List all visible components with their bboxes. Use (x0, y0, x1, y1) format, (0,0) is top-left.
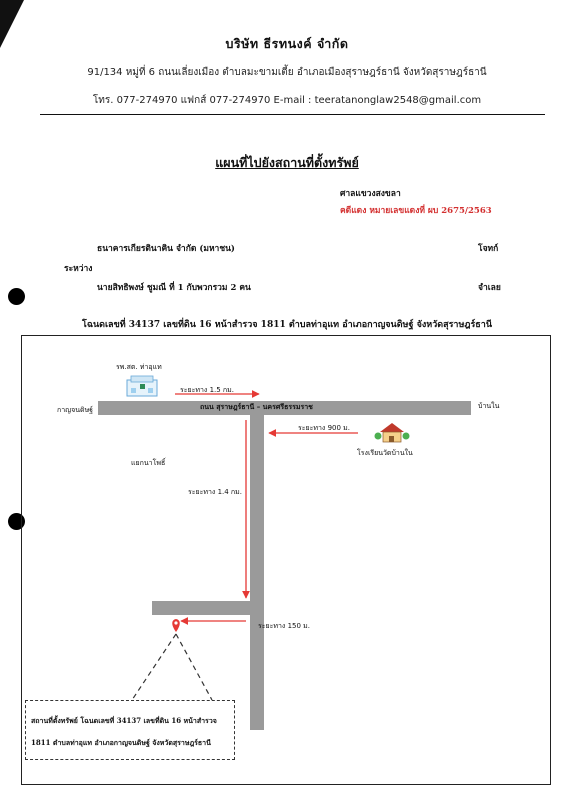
road-name: ถนน สุราษฎร์ธานี – นครศรีธรรมราช (200, 402, 313, 411)
page-title: แผนที่ไปยังสถานที่ตั้งทรัพย์ (215, 155, 359, 170)
junction-label: แยกนาโพธิ์ (131, 459, 166, 467)
case-number: คดีแดง หมายเลขแดงที่ ผบ 2675/2563 (340, 206, 492, 216)
defendant-role: จำเลย (478, 283, 501, 293)
distance-label-1: ระยะทาง 1.5 กม. (180, 386, 235, 394)
school-icon (375, 423, 410, 442)
right-end-label: บ้านใน (478, 402, 500, 410)
left-end-label: กาญจนดิษฐ์ (57, 406, 94, 414)
pointer-line-left (132, 634, 176, 700)
company-contact: โทร. 077-274970 แฟกส์ 077-274970 E-mail : teeratanonglaw2548@gmail.com (92, 95, 482, 106)
deed-info: โฉนดเลขที่ 34137 เลขที่ดิน 16 หน้าสำรวจ 1811 ตำบลท่าอุแท อำเภอกาญจนดิษฐ์ จังหวัดสุราษฎร์ธานี (82, 320, 492, 330)
pointer-line-right (176, 634, 212, 700)
company-address: 91/134 หมู่ที่ 6 ถนนเลี่ยงเมือง ตำบลมะขามเตี้ย อำเภอเมืองสุราษฎร์ธานี จังหวัดสุราษฎร์ธานี (87, 67, 487, 78)
defendant-name: นายสิทธิพงษ์ ชูมณี ที่ 1 กับพวกรวม 2 คน (97, 283, 251, 293)
plaintiff-role: โจทก์ (478, 244, 499, 254)
school-label: โรงเรียนวัดบ้านใน (357, 449, 413, 457)
property-address-line-1: สถานที่ตั้งทรัพย์ โฉนดเลขที่ 34137 เลขที่ดิน 16 หน้าสำรวจ (31, 716, 217, 725)
property-address-line-2: 1811 ตำบลท่าอุแท อำเภอกาญจนดิษฐ์ จังหวัดสุราษฎร์ธานี (31, 738, 211, 747)
between-label: ระหว่าง (64, 264, 93, 274)
hospital-label: รพ.สต. ท่าอุแท (116, 363, 162, 371)
property-address-box (25, 700, 235, 760)
court-name: ศาลแขวงสงขลา (340, 189, 401, 199)
company-name: บริษัท ธีรทนงค์ จำกัด (225, 36, 349, 51)
location-pin-icon (172, 619, 180, 632)
distance-label-4: ระยะทาง 150 ม. (258, 622, 310, 630)
hospital-icon (127, 376, 157, 396)
plaintiff-name: ธนาคารเกียรตินาคิน จำกัด (มหาชน) (97, 244, 235, 254)
distance-label-2: ระยะทาง 900 ม. (298, 424, 350, 432)
distance-label-3: ระยะทาง 1.4 กม. (188, 488, 243, 496)
